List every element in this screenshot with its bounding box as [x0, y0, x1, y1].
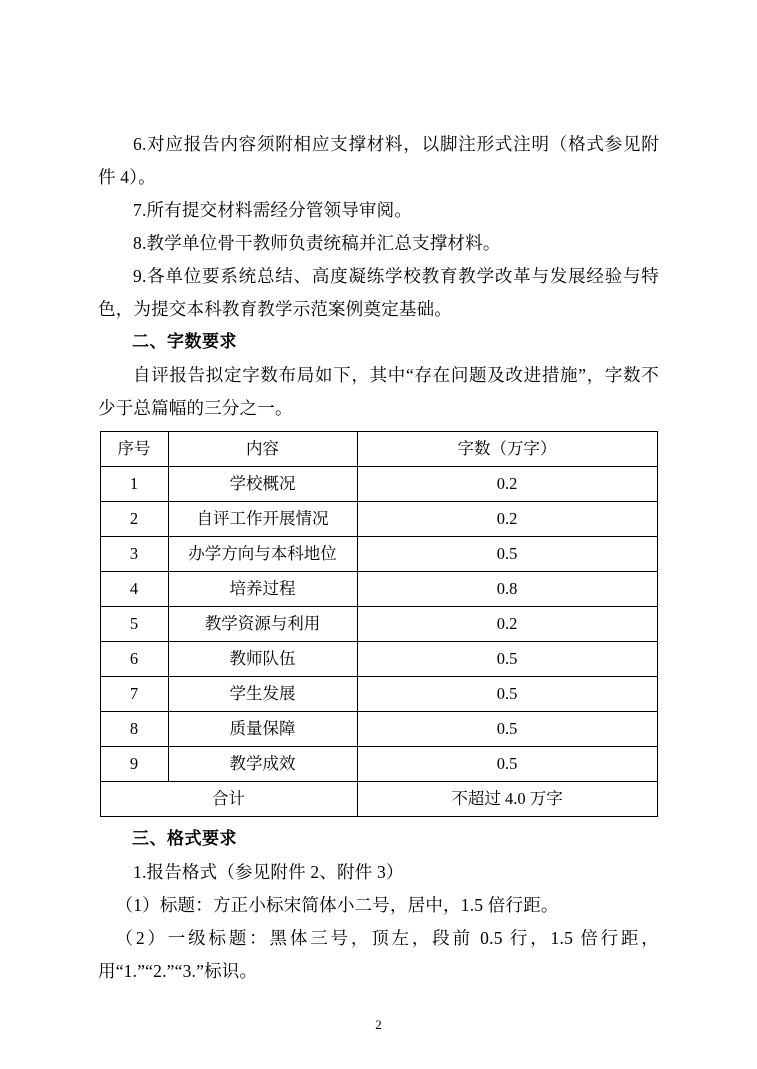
table-header-row [100, 432, 657, 467]
table-cell-index: 5 [100, 607, 168, 642]
table-row [100, 642, 657, 677]
table-total-row [100, 782, 657, 817]
word-count-table-wrapper [98, 431, 659, 817]
word-count-table [100, 431, 658, 817]
format-item-1-2: （2）一级标题：黑体三号，顶左，段前 0.5 行，1.5 倍行距，用“1.”“2.”“3.”标识。 [98, 928, 659, 981]
table-header-cell: 内容 [168, 432, 357, 467]
table-row [100, 467, 657, 502]
section-heading-format: 三、格式要求 [132, 829, 237, 849]
table-cell-index: 9 [100, 747, 168, 782]
table-cell-index: 3 [100, 537, 168, 572]
table-row [100, 747, 657, 782]
paragraph-item-8: 8.教学单位骨干教师负责统稿并汇总支撑材料。 [133, 233, 501, 253]
table-cell-index: 6 [100, 642, 168, 677]
table-cell-content: 办学方向与本科地位 [168, 537, 357, 572]
table-cell-wordcount: 0.5 [357, 642, 657, 677]
table-cell-index: 8 [100, 712, 168, 747]
table-cell-index: 7 [100, 677, 168, 712]
format-item-1: 1.报告格式（参见附件 2、附件 3） [133, 862, 404, 882]
table-row [100, 677, 657, 712]
table-cell-content: 教学成效 [168, 747, 357, 782]
table-cell-content: 学校概况 [168, 467, 357, 502]
table-row [100, 537, 657, 572]
table-row [100, 712, 657, 747]
table-row [100, 572, 657, 607]
table-total-label: 合计 [100, 782, 357, 817]
table-cell-wordcount: 0.2 [357, 502, 657, 537]
paragraph-item-9: 9.各单位要系统总结、高度凝练学校教育教学改革与发展经验与特色，为提交本科教育教学示范案例奠定基础。 [98, 266, 659, 319]
table-cell-wordcount: 0.5 [357, 537, 657, 572]
paragraph-item-6: 6.对应报告内容须附相应支撑材料，以脚注形式注明（格式参见附件 4）。 [98, 134, 659, 187]
section-two-intro: 自评报告拟定字数布局如下，其中“存在问题及改进措施”，字数不少于总篇幅的三分之一。 [98, 365, 659, 418]
table-cell-wordcount: 0.5 [357, 712, 657, 747]
table-header-cell: 字数（万字） [357, 432, 657, 467]
page-number: 2 [375, 1017, 382, 1032]
table-cell-content: 质量保障 [168, 712, 357, 747]
table-cell-index: 2 [100, 502, 168, 537]
format-item-1-1: （1）标题：方正小标宋简体小二号，居中，1.5 倍行距。 [115, 895, 559, 915]
table-row [100, 607, 657, 642]
table-header-cell: 序号 [100, 432, 168, 467]
table-cell-content: 教师队伍 [168, 642, 357, 677]
table-cell-wordcount: 0.2 [357, 607, 657, 642]
section-heading-word-count: 二、字数要求 [132, 332, 237, 352]
table-total-value: 不超过 4.0 万字 [357, 782, 657, 817]
table-cell-wordcount: 0.8 [357, 572, 657, 607]
table-cell-content: 学生发展 [168, 677, 357, 712]
table-cell-index: 1 [100, 467, 168, 502]
table-cell-index: 4 [100, 572, 168, 607]
table-row [100, 502, 657, 537]
table-cell-wordcount: 0.5 [357, 747, 657, 782]
table-cell-wordcount: 0.2 [357, 467, 657, 502]
table-cell-wordcount: 0.5 [357, 677, 657, 712]
table-cell-content: 自评工作开展情况 [168, 502, 357, 537]
table-cell-content: 培养过程 [168, 572, 357, 607]
table-cell-content: 教学资源与利用 [168, 607, 357, 642]
paragraph-item-7: 7.所有提交材料需经分管领导审阅。 [133, 200, 413, 220]
